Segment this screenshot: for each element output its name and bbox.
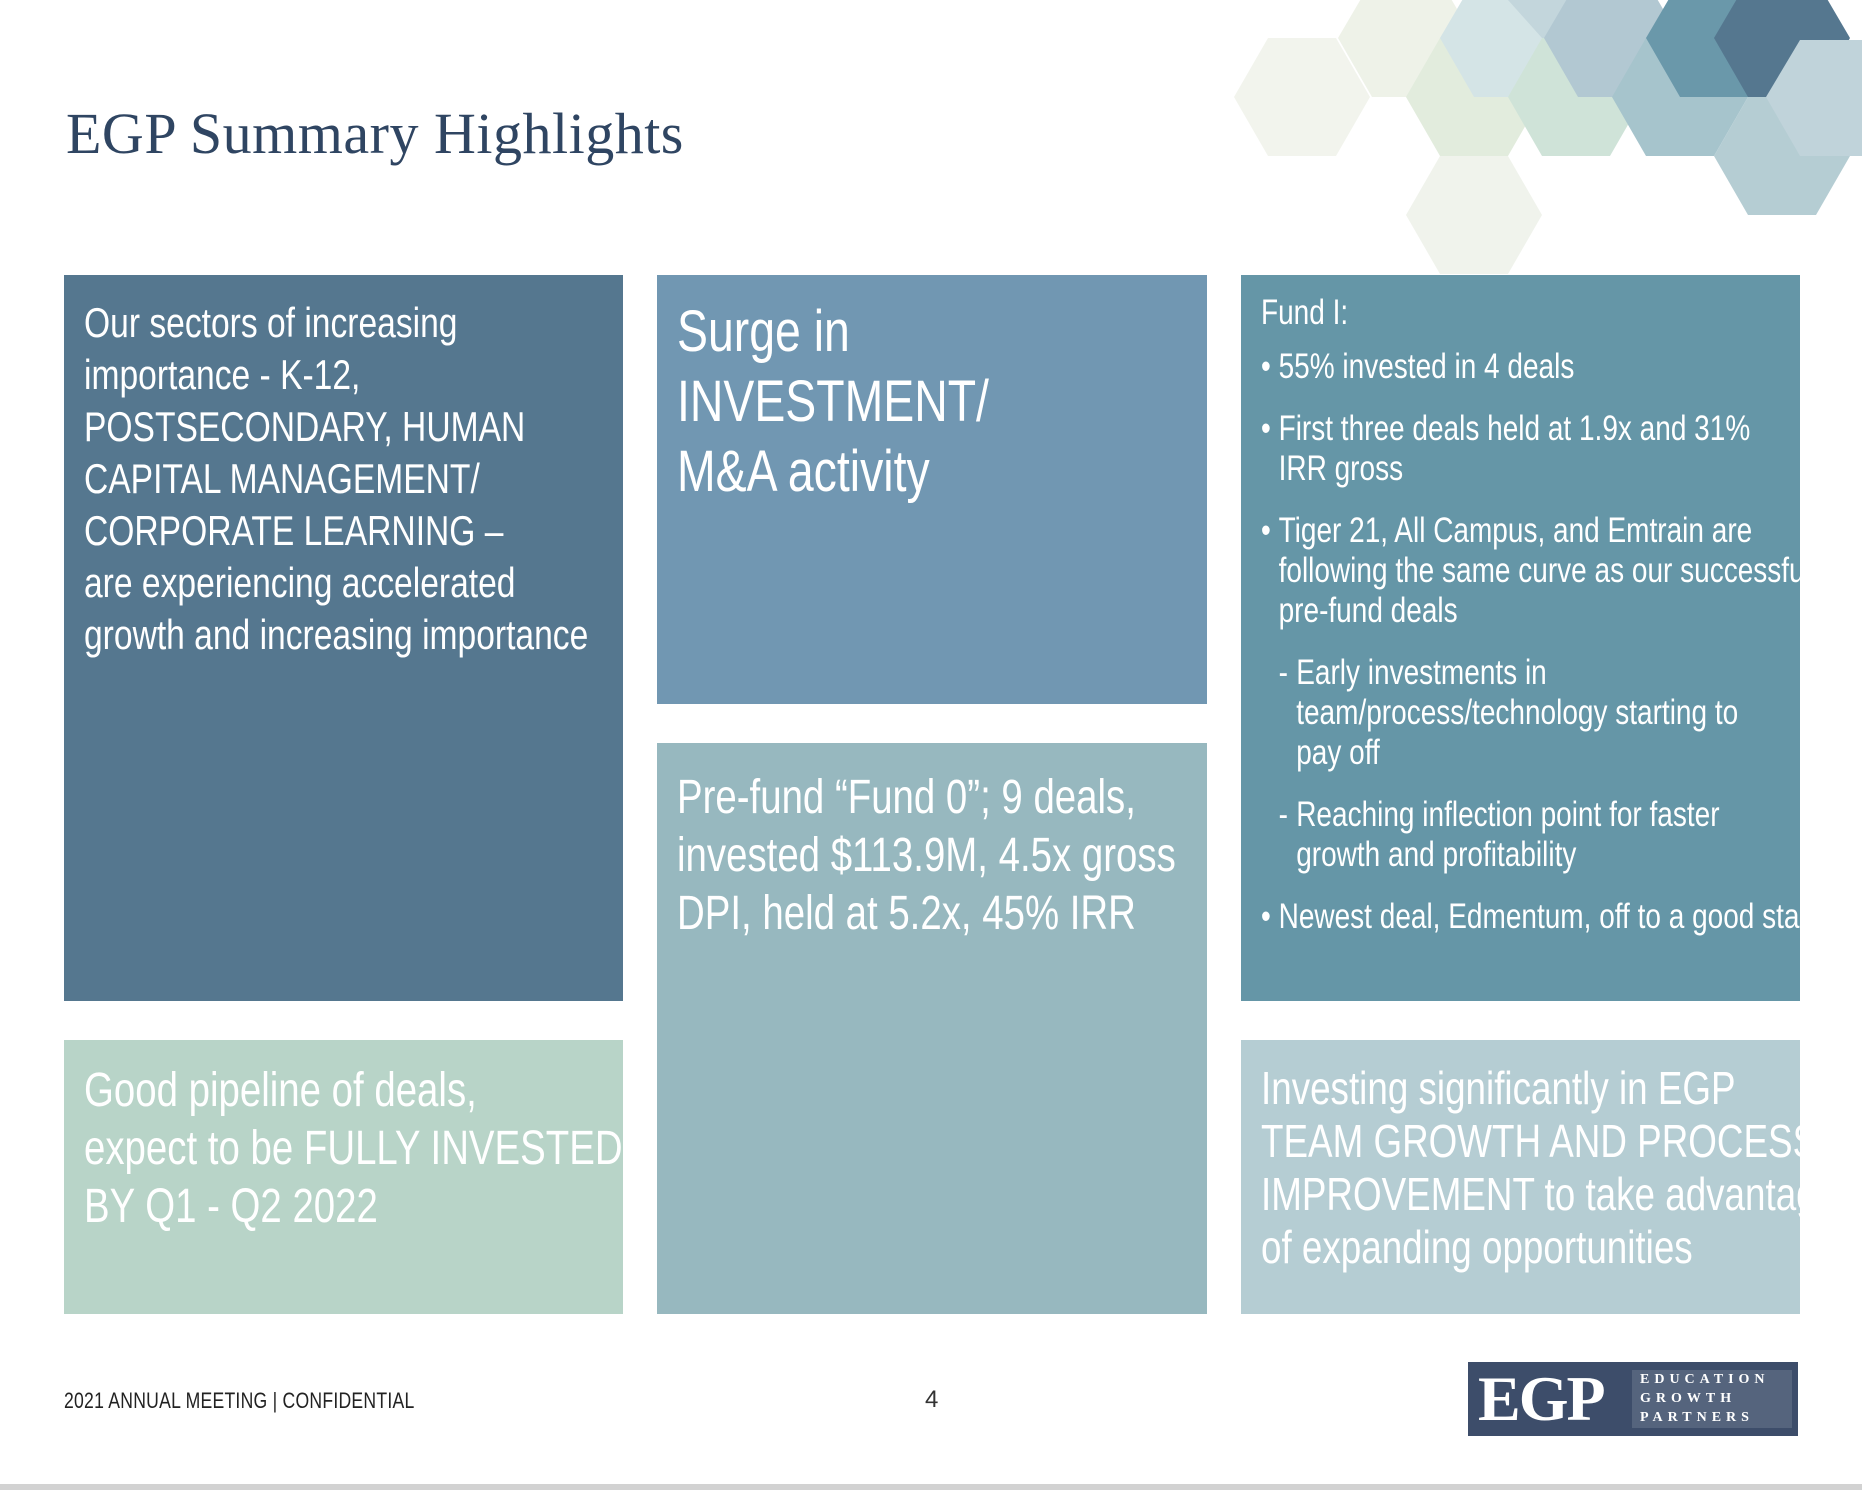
hexagon-icon (1234, 0, 1862, 274)
prefund-box (657, 743, 1207, 1314)
fund-one-box (1241, 275, 1817, 1001)
bullet-item: • Newest deal, Edmentum, off to a good start (1261, 897, 1817, 936)
investing-box (1241, 1040, 1838, 1314)
bullet-marker: • (1261, 409, 1271, 448)
surge-text: Surge in INVESTMENT/ M&A activity (677, 299, 989, 504)
page-title: EGP Summary Highlights (66, 101, 684, 166)
bullet-marker: • (1261, 511, 1271, 550)
pipeline-text: Good pipeline of deals, expect to be FULLY INVESTED BY Q1 - Q2 2022 (84, 1064, 623, 1233)
dash-marker: - (1278, 795, 1288, 834)
hexagon-decoration (1180, 0, 1862, 280)
bullet-marker: • (1261, 347, 1271, 386)
bullet-item: • First three deals held at 1.9x and 31% IRR gross (1261, 409, 1751, 488)
investing-text: Investing significantly in EGP TEAM GROWTH AND PROCESS IMPROVEMENT to take advantage of expanding opportunities (1261, 1062, 1838, 1273)
fund-title: Fund I: (1261, 293, 1349, 332)
sub-bullet-item: - Reaching inflection point for faster growth and profitability (1278, 795, 1720, 874)
dash-marker: - (1278, 653, 1288, 692)
logo-mark: EGP (1478, 1363, 1604, 1434)
egp-logo (1468, 1362, 1798, 1436)
prefund-text: Pre-fund “Fund 0”; 9 deals, invested $113.9M, 4.5x gross DPI, held at 5.2x, 45% IRR (677, 771, 1176, 940)
bullet-item: • Tiger 21, All Campus, and Emtrain are following the same curve as our successful pre-fund deals (1261, 511, 1811, 630)
surge-box (657, 275, 1207, 704)
sectors-box (64, 275, 623, 1001)
logo-wordmark: EDUCATION GROWTH PARTNERS (1632, 1370, 1792, 1428)
fund-one-text (1261, 293, 1817, 959)
page-number: 4 (925, 1386, 939, 1413)
sub-bullet-item: - Early investments in team/process/technology starting to pay off (1278, 653, 1739, 772)
bottom-divider (0, 1484, 1862, 1490)
bullet-item: • 55% invested in 4 deals (1261, 347, 1575, 386)
bullet-marker: • (1261, 897, 1271, 936)
pipeline-box (64, 1040, 623, 1314)
footer-confidential: 2021 ANNUAL MEETING | CONFIDENTIAL (64, 1388, 415, 1413)
sectors-text: Our sectors of increasing importance - K-12, POSTSECONDARY, HUMAN CAPITAL MANAGEMENT/ CORPORATE LEARNING – are experiencing accelerated growth and increasing importance (84, 299, 589, 658)
